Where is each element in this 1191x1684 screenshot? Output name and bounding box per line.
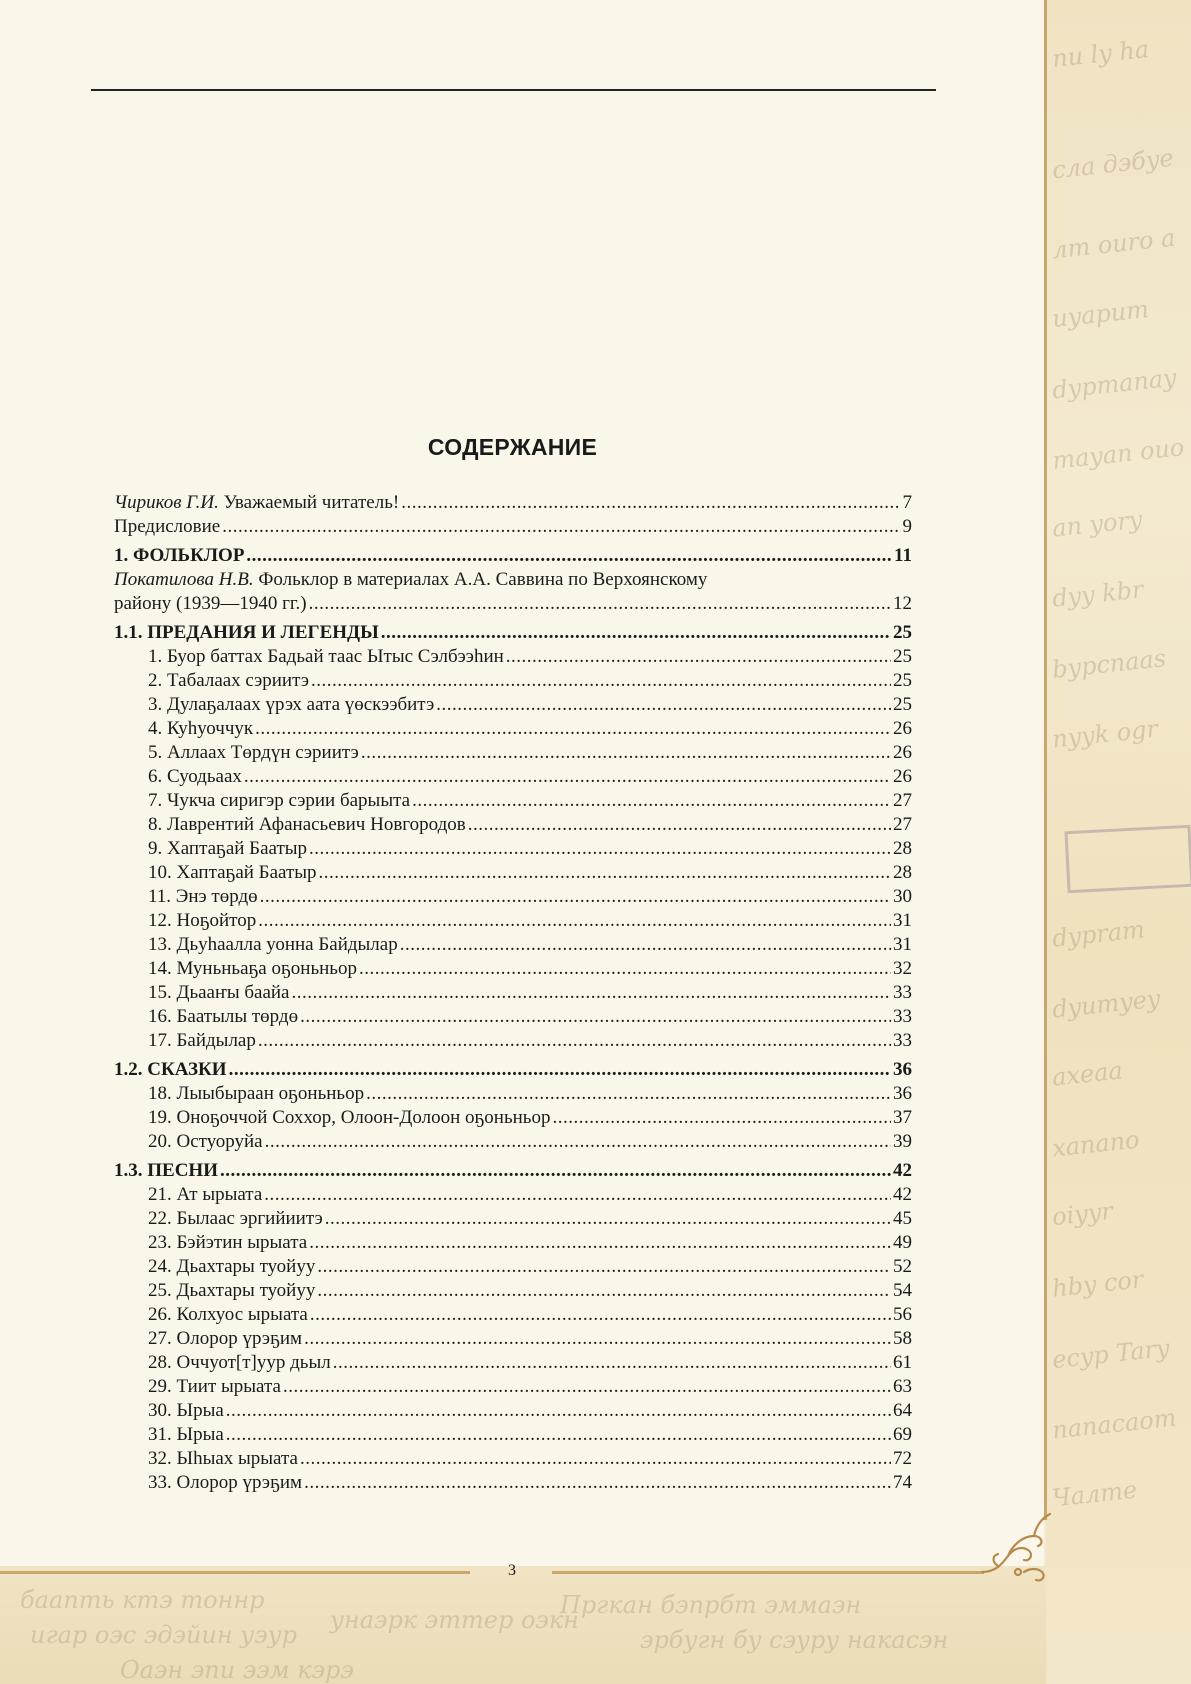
- toc-entry-page: 27: [893, 814, 912, 835]
- toc-entry-title: Уважаемый читатель!: [223, 492, 400, 513]
- footer-rule-left: [0, 1571, 470, 1574]
- dot-leader: [244, 765, 891, 789]
- toc-entry[interactable]: [114, 837, 912, 861]
- toc-entry-preface[interactable]: [114, 515, 912, 539]
- toc-entry-title: 26. Колхуос ырыата: [148, 1304, 308, 1325]
- toc-entry-title: 21. Ат ырыата: [148, 1184, 263, 1205]
- toc-article-line2[interactable]: [114, 592, 912, 616]
- toc-entry[interactable]: [114, 981, 912, 1005]
- toc-entry-foreword[interactable]: [114, 491, 912, 515]
- toc-entry-page: 56: [893, 1304, 912, 1325]
- toc-entry-page: 33: [893, 982, 912, 1003]
- toc-entry-title: 23. Бэйэтин ырыата: [148, 1232, 308, 1253]
- toc-entry-title: 33. Олорор үрэҕим: [148, 1472, 303, 1493]
- toc-entry-page: 31: [893, 910, 912, 931]
- toc-section-2[interactable]: [114, 1058, 912, 1082]
- toc-entry-title: 16. Баатылы төрдө: [148, 1006, 299, 1027]
- toc-entry-title: 10. Хаптаҕай Баатыр: [148, 862, 317, 883]
- toc-entry-title: 6. Суодьаах: [148, 766, 242, 787]
- toc-entry-page: 27: [893, 790, 912, 811]
- toc-entry-title: 15. Дьааҥы баайа: [148, 982, 290, 1003]
- dot-leader: [260, 885, 891, 909]
- toc-section-label: 1.2. СКАЗКИ: [114, 1059, 227, 1080]
- toc-entry-page: 28: [893, 862, 912, 883]
- toc-entry-title: 11. Энэ төрдө: [148, 886, 258, 907]
- dot-leader: [222, 515, 900, 539]
- dot-leader: [291, 981, 891, 1005]
- decorative-manuscript-bottom: баапть ктэ тоннр игар оэс эдэйин уэур унаэрк эттер оэкн Пргкан бэпрбт эммаэн эрбугн бу сэуру накасэн Оаэн эпи ээм кэрэ: [0, 1566, 1046, 1684]
- toc-entry[interactable]: [114, 933, 912, 957]
- dot-leader: [436, 693, 891, 717]
- dot-leader: [258, 1029, 891, 1053]
- toc-entry-title: 28. Оччуот[т]уур дьыл: [148, 1352, 331, 1373]
- toc-entry-author: Покатилова Н.В.: [114, 569, 254, 590]
- toc-entry[interactable]: [114, 1447, 912, 1471]
- dot-leader: [258, 909, 891, 933]
- dot-leader: [412, 789, 891, 813]
- toc-entry[interactable]: [114, 645, 912, 669]
- page-number: 3: [508, 1562, 516, 1579]
- toc-entry-title: 31. Ырыа: [148, 1424, 224, 1445]
- toc-entry-title: 1. Буор баттах Бадьай таас Ытыс Сэлбээһин: [148, 646, 504, 667]
- toc-entry-title: 32. Ыһыах ырыата: [148, 1448, 298, 1469]
- toc-entry-title: 29. Тиит ырыата: [148, 1376, 281, 1397]
- toc-entry[interactable]: [114, 1130, 912, 1154]
- dot-leader: [333, 1351, 891, 1375]
- toc-entry[interactable]: [114, 1183, 912, 1207]
- toc-entry-page: 36: [893, 1059, 912, 1080]
- dot-leader: [309, 1231, 891, 1255]
- dot-leader: [283, 1375, 891, 1399]
- toc-entry-page: 26: [893, 718, 912, 739]
- dot-leader: [264, 1183, 891, 1207]
- toc-entry-page: 7: [902, 492, 912, 513]
- toc-entry[interactable]: [114, 1005, 912, 1029]
- toc-entry-page: 31: [893, 934, 912, 955]
- dot-leader: [401, 491, 900, 515]
- toc-entry[interactable]: [114, 861, 912, 885]
- toc-section-label: 1.1. ПРЕДАНИЯ И ЛЕГЕНДЫ: [114, 622, 379, 643]
- toc-entry-title: 25. Дьахтары туойуу: [148, 1280, 316, 1301]
- dot-leader: [311, 669, 891, 693]
- dot-leader: [226, 1423, 891, 1447]
- toc-entry-page: 64: [893, 1400, 912, 1421]
- dot-leader: [265, 1130, 891, 1154]
- toc-entry-page: 63: [893, 1376, 912, 1397]
- toc-entry-page: 42: [893, 1184, 912, 1205]
- toc-entry[interactable]: [114, 1082, 912, 1106]
- toc-entry-title: 5. Аллаах Төрдүн сэриитэ: [148, 742, 359, 763]
- toc-entry-page: 26: [893, 766, 912, 787]
- toc-entry-title: 9. Хаптаҕай Баатыр: [148, 838, 308, 859]
- stamp-mark: [1064, 825, 1191, 894]
- toc-entry[interactable]: [114, 1303, 912, 1327]
- toc-subsections: [114, 621, 912, 1495]
- toc-entry-title: 7. Чукча сиригэр сэрии барыыта: [148, 790, 411, 811]
- corner-ornament-icon: [978, 1506, 1058, 1586]
- toc-entry-page: 11: [894, 545, 912, 566]
- dot-leader: [317, 1279, 891, 1303]
- toc-entry-page: 39: [893, 1131, 912, 1152]
- toc-entry[interactable]: [114, 1351, 912, 1375]
- toc-entry-page: 74: [893, 1472, 912, 1493]
- toc-entry[interactable]: [114, 1207, 912, 1231]
- toc-section-3[interactable]: [114, 1159, 912, 1183]
- toc-entry-page: 25: [893, 646, 912, 667]
- dot-leader: [300, 1005, 891, 1029]
- toc-entry[interactable]: [114, 1255, 912, 1279]
- toc-entry[interactable]: [114, 1423, 912, 1447]
- toc-entry-title: 18. Лыыбыраан оҕоньньор: [148, 1083, 365, 1104]
- toc-entry-title: 17. Байдылар: [148, 1030, 256, 1051]
- table-of-contents: [114, 491, 912, 1495]
- dot-leader: [506, 645, 891, 669]
- page-title: СОДЕРЖАНИЕ: [427, 434, 598, 460]
- toc-entry-page: 26: [893, 742, 912, 763]
- dot-leader: [309, 592, 891, 616]
- toc-entry-page: 45: [893, 1208, 912, 1229]
- toc-article-line1[interactable]: [114, 568, 912, 592]
- toc-entry-title: 8. Лаврентий Афанасьевич Новгородов: [148, 814, 466, 835]
- toc-entry[interactable]: [114, 1327, 912, 1351]
- dot-leader: [317, 1255, 891, 1279]
- toc-entry[interactable]: [114, 669, 912, 693]
- dot-leader: [246, 544, 892, 568]
- toc-entry-title: 30. Ырыа: [148, 1400, 224, 1421]
- toc-entry[interactable]: [114, 885, 912, 909]
- toc-entry-page: 30: [893, 886, 912, 907]
- toc-section-folklore[interactable]: [114, 544, 912, 568]
- dot-leader: [552, 1106, 891, 1130]
- toc-entry[interactable]: [114, 1231, 912, 1255]
- toc-entry[interactable]: [114, 1471, 912, 1495]
- toc-entry-title: 3. Дулаҕалаах үрэх аата үөскээбитэ: [148, 694, 435, 715]
- toc-entry-title: 20. Остуоруйа: [148, 1131, 263, 1152]
- toc-entry[interactable]: [114, 789, 912, 813]
- dot-leader: [304, 1327, 891, 1351]
- toc-entry[interactable]: [114, 1029, 912, 1053]
- toc-entry-title: 12. Ноҕойтор: [148, 910, 257, 931]
- toc-entry-title: 4. Куһуоччук: [148, 718, 254, 739]
- dot-leader: [361, 741, 891, 765]
- dot-leader: [319, 861, 891, 885]
- dot-leader: [468, 813, 891, 837]
- toc-entry-page: 37: [893, 1107, 912, 1128]
- toc-entry-page: 25: [893, 694, 912, 715]
- toc-entry[interactable]: [114, 1279, 912, 1303]
- toc-entry-title: 27. Олорор үрэҕим: [148, 1328, 303, 1349]
- toc-entry[interactable]: [114, 813, 912, 837]
- toc-entry-title: 19. Оноҕоччой Соххор, Олоон-Долоон оҕоньньор: [148, 1107, 551, 1128]
- toc-entry-page: 72: [893, 1448, 912, 1469]
- toc-entry[interactable]: [114, 765, 912, 789]
- dot-leader: [226, 1399, 891, 1423]
- top-rule: [91, 89, 936, 91]
- toc-entry-page: 28: [893, 838, 912, 859]
- toc-entry-author: Чириков Г.И.: [114, 492, 219, 513]
- toc-entry-title: 22. Былаас эргийиитэ: [148, 1208, 323, 1229]
- toc-entry-page: 52: [893, 1256, 912, 1277]
- toc-entry-page: 42: [893, 1160, 912, 1181]
- toc-entry-page: 12: [893, 593, 912, 614]
- decorative-manuscript-strip: nu ly hа сла дэбyе лт ouro a uyapum dypmanay mayan ouo an yory dyy kbr bypcnaas nyyk ogr dypram dyumyey axeaa xanano oiyyr hby cor ecyp Tary nanacaom Чалте: [1046, 0, 1191, 1684]
- toc-entry-page: 25: [893, 670, 912, 691]
- dot-leader: [366, 1082, 891, 1106]
- toc-entry[interactable]: [114, 741, 912, 765]
- toc-entry-page: 33: [893, 1006, 912, 1027]
- dot-leader: [309, 837, 891, 861]
- dot-leader: [310, 1303, 891, 1327]
- toc-entry[interactable]: [114, 693, 912, 717]
- toc-entry-page: 49: [893, 1232, 912, 1253]
- toc-entry[interactable]: [114, 957, 912, 981]
- toc-entry-title: Предисловие: [114, 516, 221, 537]
- toc-entry[interactable]: [114, 1399, 912, 1423]
- toc-section-label: 1. ФОЛЬКЛОР: [114, 545, 245, 566]
- toc-entry-title: Фольклор в материалах А.А. Саввина по Верхоянскому: [258, 569, 708, 590]
- dot-leader: [400, 933, 891, 957]
- toc-entry-page: 61: [893, 1352, 912, 1373]
- toc-entry-page: 36: [893, 1083, 912, 1104]
- dot-leader: [381, 621, 891, 645]
- toc-section-1[interactable]: [114, 621, 912, 645]
- toc-entry[interactable]: [114, 717, 912, 741]
- toc-entry-page: 69: [893, 1424, 912, 1445]
- dot-leader: [229, 1058, 891, 1082]
- toc-entry-title: 2. Табалаах сэриитэ: [148, 670, 310, 691]
- dot-leader: [359, 957, 891, 981]
- toc-entry-page: 33: [893, 1030, 912, 1051]
- toc-entry-page: 54: [893, 1280, 912, 1301]
- toc-entry-page: 32: [893, 958, 912, 979]
- toc-section-label: 1.3. ПЕСНИ: [114, 1160, 218, 1181]
- dot-leader: [304, 1471, 891, 1495]
- dot-leader: [220, 1159, 891, 1183]
- toc-entry-title: 24. Дьахтары туойуу: [148, 1256, 316, 1277]
- dot-leader: [325, 1207, 891, 1231]
- toc-entry[interactable]: [114, 1375, 912, 1399]
- toc-entry-title: 14. Муньньаҕа оҕоньньор: [148, 958, 357, 979]
- footer-rule-right: [552, 1571, 984, 1574]
- toc-entry[interactable]: [114, 909, 912, 933]
- toc-entry-page: 25: [893, 622, 912, 643]
- dot-leader: [300, 1447, 891, 1471]
- toc-entry-page: 9: [902, 516, 912, 537]
- page-border-vertical: [1044, 0, 1047, 1520]
- dot-leader: [255, 717, 891, 741]
- toc-entry[interactable]: [114, 1106, 912, 1130]
- toc-entry-title: 13. Дьуһаалла уонна Байдылар: [148, 934, 398, 955]
- toc-entry-title: району (1939—1940 гг.): [114, 593, 307, 614]
- toc-entry-page: 58: [893, 1328, 912, 1349]
